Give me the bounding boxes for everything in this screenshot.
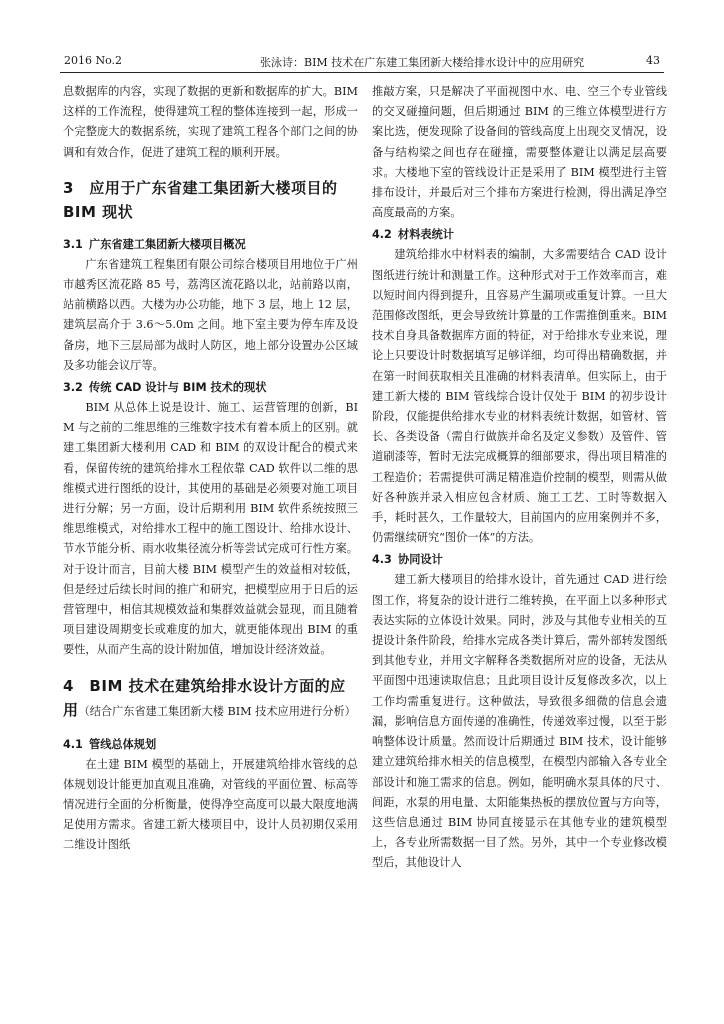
running-header [60,52,664,73]
continued-paragraph: 息数据库的内容，实现了数据的更新和数据库的扩大。BIM 这样的工作流程，使得建筑工程的整体连接到一起，形成一个完整庞大的数据系统，实现了建筑工程各个部门之间的协调和有效合作，促进了建筑工程的顺利开展。 [63,85,358,159]
section-4-1-number: 4.1 [63,737,83,751]
issue-label: 2016 No.2 [64,54,123,67]
section-4-2-heading [372,225,667,245]
section-3-2-number: 3.2 [63,381,83,395]
section-4-3-number: 4.3 [372,553,392,567]
section-4-3-heading [372,550,667,570]
section-3-1-heading [63,235,358,255]
section-4-subtitle: （结合广东省建工集团新大楼 BIM 技术应用进行分析） [78,704,356,718]
section-3-heading: 3 应用于广东省建工集团新大楼项目的 BIM 现状 [63,178,338,221]
article-running-title: 张泳诗：BIM 技术在广东建工集团新大楼给排水设计中的应用研究 [260,56,585,69]
section-4-1-heading [63,735,358,755]
section-3-1-number: 3.1 [63,237,83,251]
section-4-1-title: 管线总体规划 [89,737,157,751]
left-column [63,82,358,856]
section-3-2-heading [63,378,358,398]
continued-paragraph-right: 推敲方案，只是解决了平面视图中水、电、空三个专业管线的交叉碰撞问题，但后期通过 BIM 的三维立体模型进行方案比选，便发现除了设备间的管线高度上出现交叉情况，设备与结构梁之间也存在碰撞，需要整体避让以满足层高要求。大楼地下室的管线设计正是采用了 BIM 模型进行主管排布设计，并最后对三个排布方案进行检测，得出满足净空高度最高的方案。 [372,85,667,220]
section-3-1-title: 广东省建工集团新大楼项目概况 [89,237,246,251]
section-3-2-title: 传统 CAD 设计与 BIM 技术的现状 [89,381,267,395]
section-4-heading [63,674,358,724]
section-4-1-paragraph: 在土建 BIM 模型的基础上，开展建筑给排水管线的总体规划设计能更加直观且准确，对管线的平面位置、标高等情况进行全面的分析衡量，使得净空高度可以最大限度地满足使用方需求。省建工新大楼项目中，设计人员初期仅采用二维设计图纸 [63,757,358,852]
section-4-2-paragraph: 建筑给排水中材料表的编制，大多需要结合 CAD 设计图纸进行统计和测量工作。这种形式对于工作效率而言，难以短时间内得到提升，且容易产生漏项或重复计算。一旦大范围修改图纸，更会导致统计算量的工作需推倒重来。BIM 技术自身具备数据库方面的特征，对于给排水专业来说，理论上只要设计时数据填写足够详细，均可得出精确数据，并在第一时间获取相关且准确的材料表清单。但实际上，由于建工新大楼的 BIM 管线综合设计仅处于 BIM 的初步设计阶段，仅能提供给排水专业的材料表统计数据，如管材、管长、各类设备（需自行做族并命名及定义参数）及管件、管道刷漆等，暂时无法完成概算的细部要求，得出项目精准的工程造价；若需提供可满足精准造价控制的模型，则需从做好各种族并录入相应包含材质、施工工艺、工时等数据入手，耗时甚久，工作量较大，目前国内的应用案例并不多，仍需继续研究“图价一体”的方法。 [372,248,667,545]
right-column [372,82,667,874]
section-4-3-paragraph: 建工新大楼项目的给排水设计，首先通过 CAD 进行绘图工作，将复杂的设计进行二维转换，在平面上以多种形式表达实际的立体设计效果。同时，涉及与其他专业相关的互提设计条件阶段，给排水完成各类计算后，需外部转发图纸到其他专业，并用文字解释各类数据所对应的设备，无法从平面图中迅速读取信息；且此项目设计反复修改多次，以上工作均需重复进行。这种做法，导致很多细微的信息会遗漏，影响信息方面传递的准确性，传递效率过慢，以至于影响整体设计质量。然而设计后期通过 BIM 技术，设计能够建立建筑给排水相关的信息模型，在模型内部输入各专业全部设计和施工需求的信息。例如，能明确水泵具体的尺寸、间距，水泵的用电量、太阳能集热板的摆放位置与方向等，这些信息通过 BIM 协同直接显示在其他专业的建筑模型上，各专业所需数据一目了然。另外，其中一个专业修改模型后，其他设计人 [372,573,667,870]
section-3-1-paragraph: 广东省建筑工程集团有限公司综合楼项目用地位于广州市越秀区流花路 85 号，荔湾区流花路以北，站前路以南，站前横路以西。大楼为办公功能，地下 3 层，地上 12 层，建筑层高介于 3.6～5.0m 之间。地下室主要为停车库及设备房，地下三层局部为战时人防区，地上部分设置办公区域及多功能会议厅等。 [63,257,358,372]
section-4-2-title: 材料表统计 [398,228,454,242]
page-number: 43 [646,54,660,67]
section-3-2-paragraph: BIM 从总体上说是设计、施工、运营管理的创新，BIM 与之前的二维思维的三维数字技术有着本质上的区别。就建工集团新大楼利用 CAD 和 BIM 的双设计配合的模式来看，保留传统的建筑给排水工程依靠 CAD 软件以二维的思维模式进行图纸的设计，其使用的基础是必须要对施工项目进行分解；另一方面，设计后期利用 BIM 软件系统按照三维思维模式，对给排水工程中的施工图设计、给排水设计、节水节能分析、雨水收集径流分析等尝试完成可行性方案。对于设计而言，目前大楼 BIM 模型产生的效益相对较低，但是经过后续长时间的推广和研究，把模型应用于日后的运营管理中，相信其规模效益和集群效益就会显现，而且随着项目建设周期变长或难度的加大，就更能体现出 BIM 的重要性，从而产生高的设计附加值，增加设计经济效益。 [63,401,358,657]
section-4-2-number: 4.2 [372,228,392,242]
section-4-title: 4 BIM 技术在建筑给排水设计方面的应用 [63,676,346,719]
section-4-3-title: 协同设计 [398,553,443,567]
